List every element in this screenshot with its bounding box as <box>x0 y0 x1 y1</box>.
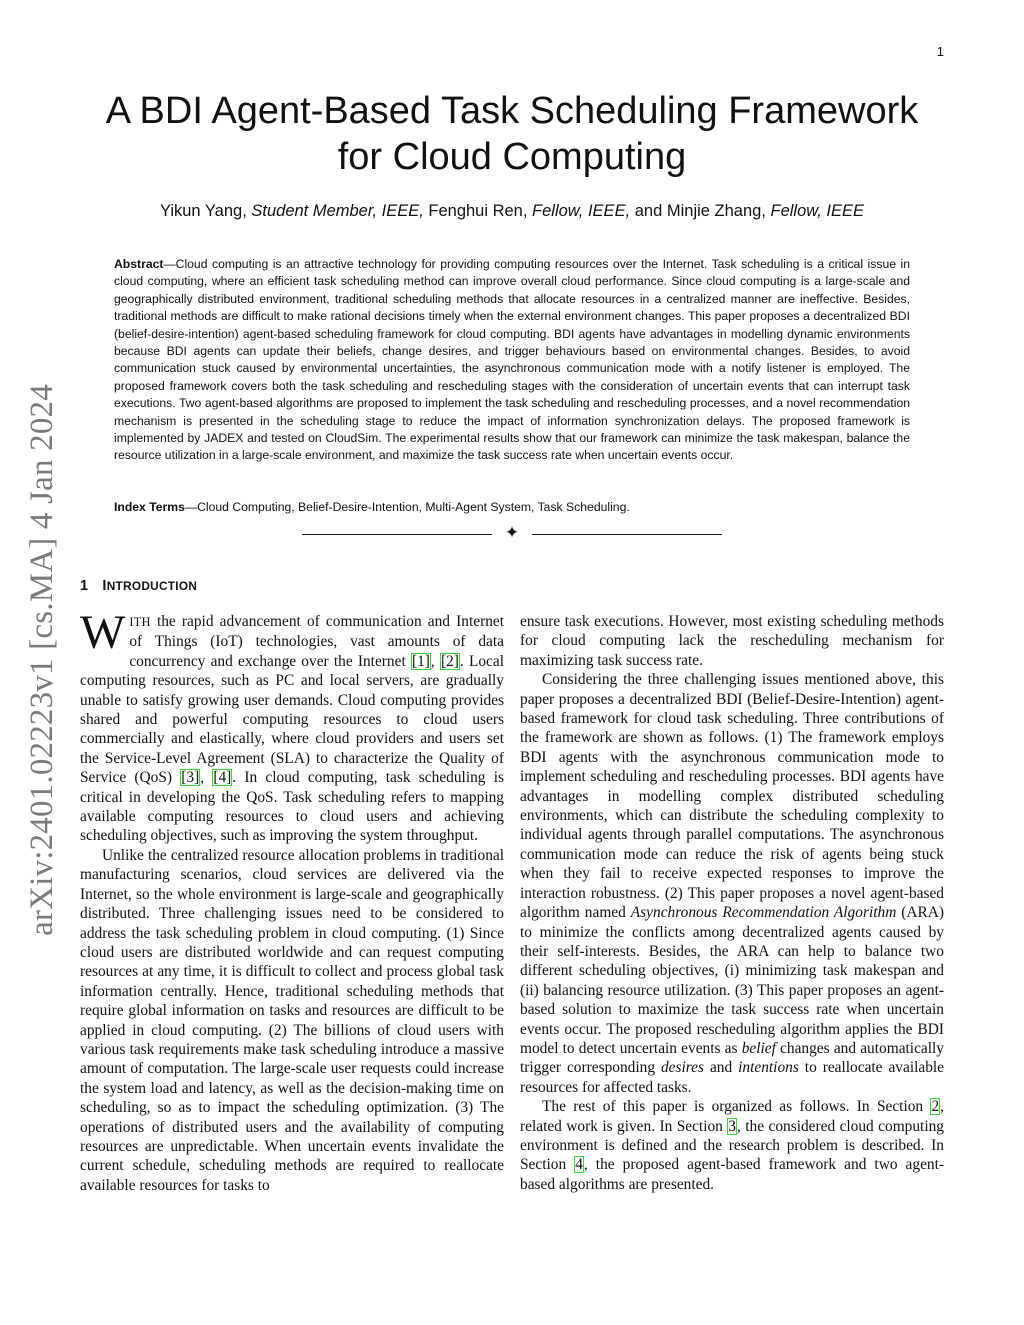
author-1-role: Student Member, IEEE, <box>251 202 424 220</box>
text-run: to reallocate available resources for affected tasks. <box>520 1059 944 1096</box>
section-title-initial: I <box>102 578 107 594</box>
author-2-name: Fenghui Ren, <box>423 202 533 220</box>
right-column <box>520 612 944 1194</box>
abstract-text: —Cloud computing is an attractive technology for providing computing resources over the Internet. Task scheduling is a critical issue in cloud computing, where an efficient task scheduling method can improve overall cloud performance. Since cloud computing is a large-scale and geographically distributed environment, traditional scheduling methods that allocate resources in a centralized manner are ineffective. Besides, traditional methods are difficult to make rational decisions timely when the external environment changes. This paper proposes a decentralized BDI (belief-desire-intention) agent-based scheduling framework for cloud computing. BDI agents have advantages in modelling dynamic environments because BDI agents can update their beliefs, change desires, and trigger behaviours based on environmental changes. Besides, to avoid communication stuck caused by environmental uncertainties, the asynchronous communication mode with a notify listener is employed. The proposed framework covers both the task scheduling and rescheduling stages with the consideration of uncertain events that can interrupt task executions. Two agent-based algorithms are proposed to implement the task scheduling and rescheduling processes, and a novel recommendation mechanism is presented in the scheduling stage to reduce the impact of information synchronization delays. The proposed framework is implemented by JADEX and tested on CloudSim. The experimental results show that our framework can minimize the task makespan, balance the resource utilization in a large-scale environment, and maximize the task success rate when uncertain events occur. <box>114 257 910 463</box>
dropcap-smallcaps: ITH <box>129 615 151 629</box>
intro-paragraph-3: ensure task executions. However, most existing scheduling methods for cloud computing lack the rescheduling mechanism for maximizing task success rate. <box>520 613 944 669</box>
section-link-4[interactable]: 4 <box>575 1156 583 1174</box>
divider-star-icon: ✦ <box>504 523 520 543</box>
text-run: Considering the three challenging issues mentioned above, this paper proposes a decentralized BDI (Belief-Desire-Intention) agent-based framework for cloud task scheduling. Three contributions of the framework are shown as follows. (1) The framework employs BDI agents with the asynchronous communication mode to implement scheduling and rescheduling processes. BDI agents have advantages in modelling complex distributed scheduling environments, which can distribute the scheduling complexity to individual agents through parallel computations. The asynchronous communication mode can reduce the risk of agents being stuck when they fail to receive expected responses to improve the interaction robustness. (2) This paper proposes a novel agent-based algorithm named <box>520 671 944 922</box>
text-run: , related work is given. In Section <box>520 1098 944 1135</box>
text-run: , <box>200 769 213 787</box>
author-3-role: Fellow, IEEE <box>770 202 865 220</box>
citation-link-2[interactable]: [2] <box>440 652 459 670</box>
section-divider <box>302 523 722 543</box>
section-number: 1 <box>80 578 89 594</box>
page-number: 1 <box>936 44 944 59</box>
text-run: . Local computing resources, such as PC and local servers, are gradually unable to satisfy growing user demands. Cloud computing provides shared and powerful computing resources to cloud users commercially and elastically, where cloud providers and users set the Service-Level Agreement (SLA) to characterize the Quality of Service (QoS) <box>80 652 504 787</box>
abstract <box>114 256 910 465</box>
intro-paragraph-4 <box>520 670 944 1097</box>
title-line-2: for Cloud Computing <box>337 136 687 178</box>
ara-algorithm-name: Asynchronous Recommendation Algorithm <box>630 904 897 922</box>
paper-title <box>60 88 964 180</box>
term-intentions: intentions <box>738 1059 799 1077</box>
section-title-rest: NTRODUCTION <box>106 579 198 593</box>
arxiv-side-stamp: arXiv:2401.02223v1 [cs.MA] 4 Jan 2024 <box>24 384 60 936</box>
dropcap-letter: W <box>80 606 126 659</box>
text-run: , the proposed agent-based framework and two agent-based algorithms are presented. <box>520 1156 944 1193</box>
abstract-label: Abstract <box>114 257 164 271</box>
section-heading-introduction <box>80 578 197 594</box>
text-run: (ARA) to minimize the conflicts among decentralized agents caused by their self-interests. Besides, the ARA can help to balance two different scheduling objectives, (i) minimizing task makespan and (ii) balancing resource utilization. (3) This paper proposes an agent-based solution to maximize the task success rate when uncertain events occur. The proposed rescheduling algorithm applies the BDI model to detect uncertain events as <box>520 904 945 1057</box>
index-terms-label: Index Terms <box>114 500 185 514</box>
term-belief: belief <box>741 1039 776 1057</box>
text-run: changes and automatically trigger corresponding <box>520 1039 944 1077</box>
text-run: the rapid advancement of communication and Internet of Things (IoT) technologies, vast amounts of data concurrency and exchange over the Internet <box>129 613 504 670</box>
divider-line-right <box>532 534 722 535</box>
author-list <box>60 202 964 221</box>
text-run: and <box>704 1059 739 1077</box>
text-run: , the considered cloud computing environment is defined and the research problem is described. In Section <box>520 1117 945 1174</box>
index-terms <box>114 499 910 516</box>
author-2-role: Fellow, IEEE, <box>532 202 631 220</box>
text-run: The rest of this paper is organized as follows. In Section <box>542 1098 931 1116</box>
divider-line-left <box>302 534 492 535</box>
text-run: , <box>430 652 440 670</box>
index-terms-text: —Cloud Computing, Belief-Desire-Intention, Multi-Agent System, Task Scheduling. <box>184 500 630 514</box>
text-run: . In cloud computing, task scheduling is critical in developing the QoS. Task scheduling refers to mapping available computing resources to cloud users and achieving scheduling objectives, such as improving the system throughput. <box>80 769 504 845</box>
section-link-3[interactable]: 3 <box>728 1117 736 1135</box>
title-line-1: A BDI Agent-Based Task Scheduling Framework <box>105 90 919 132</box>
left-column <box>80 606 504 1195</box>
author-3-name: and Minjie Zhang, <box>630 202 771 220</box>
intro-paragraph-2: Unlike the centralized resource allocation problems in traditional manufacturing scenarios, cloud services are delivered via the Internet, so the whole environment is large-scale and geographically distributed. Three challenging issues need to be considered to address the task scheduling problem in cloud computing. (1) Since cloud users are distributed worldwide and can request computing resources at any time, it is difficult to collect and process global task information centrally. Hence, traditional scheduling methods that require global information on tasks and resources are difficult to be applied in cloud computing. (2) The billions of cloud users with various task requirements make task scheduling introduce a massive amount of computation. The large-scale user requests could increase the system load and latency, as well as the decision-making time on scheduling, so as to impact the scheduling optimization. (3) The operations of distributed users and the availability of computing resources are unpredictable. When uncertain events invalidate the current schedule, scheduling methods are required to reallocate available resources for tasks to <box>80 846 504 1194</box>
author-1-name: Yikun Yang, <box>159 202 252 220</box>
citation-link-4[interactable]: [4] <box>213 769 232 787</box>
intro-paragraph-5 <box>520 1097 944 1194</box>
citation-link-3[interactable]: [3] <box>181 769 200 787</box>
term-desires: desires <box>660 1059 704 1077</box>
intro-paragraph-1 <box>80 606 504 846</box>
section-link-2[interactable]: 2 <box>931 1098 940 1116</box>
citation-link-1[interactable]: [1] <box>411 652 430 670</box>
